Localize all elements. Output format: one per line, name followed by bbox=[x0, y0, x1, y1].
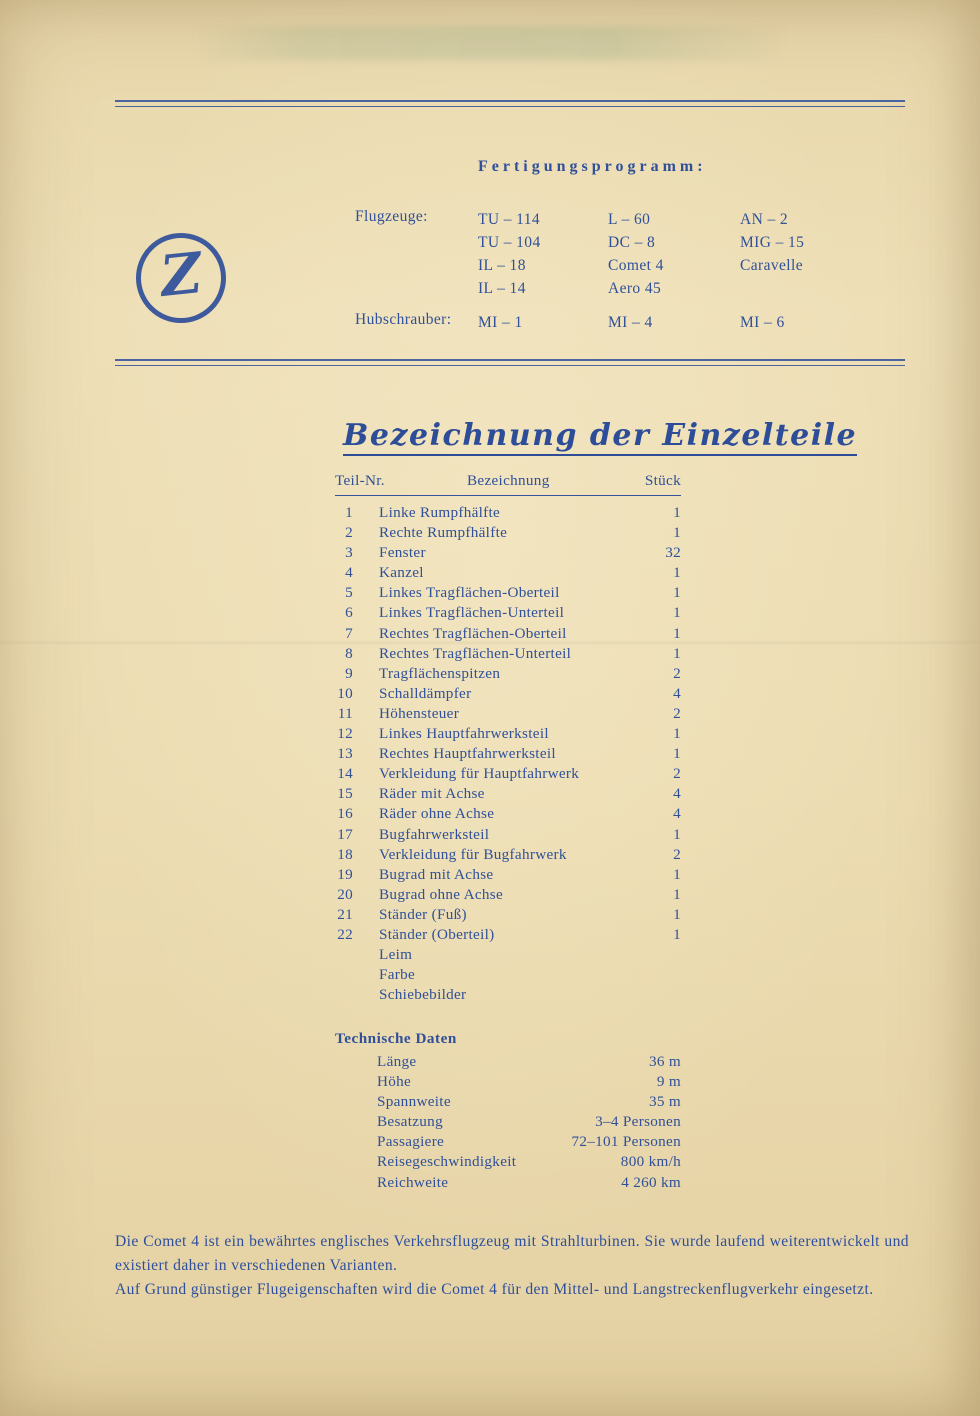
table-row bbox=[335, 885, 681, 905]
part-quantity: 2 bbox=[673, 845, 681, 863]
table-row bbox=[335, 1072, 681, 1092]
spec-value: 72–101 Personen bbox=[571, 1133, 681, 1151]
table-row bbox=[335, 724, 681, 744]
table-row bbox=[335, 845, 681, 865]
column-header-part-number: Teil-Nr. bbox=[335, 472, 385, 489]
spec-label: Passagiere bbox=[377, 1133, 445, 1151]
helicopter-model: MI – 1 bbox=[478, 314, 523, 331]
part-description: Rechtes Hauptfahrwerksteil bbox=[379, 745, 556, 763]
part-description: Ständer (Fuß) bbox=[379, 905, 467, 923]
table-row bbox=[335, 704, 681, 724]
spec-label: Besatzung bbox=[377, 1113, 443, 1131]
table-row bbox=[335, 804, 681, 824]
part-description: Leim bbox=[379, 946, 413, 964]
part-number: 19 bbox=[337, 865, 353, 883]
table-row bbox=[335, 563, 681, 583]
part-number: 12 bbox=[337, 725, 353, 743]
spec-label: Länge bbox=[377, 1053, 417, 1070]
spec-value: 36 m bbox=[649, 1053, 681, 1070]
column-header-description: Bezeichnung bbox=[467, 472, 550, 489]
part-quantity: 1 bbox=[673, 624, 681, 642]
part-description: Räder mit Achse bbox=[379, 785, 485, 803]
table-row bbox=[335, 1152, 681, 1172]
part-quantity bbox=[639, 965, 681, 985]
spec-value: 4 260 km bbox=[621, 1173, 681, 1191]
part-quantity: 4 bbox=[673, 684, 681, 702]
table-row bbox=[335, 945, 681, 965]
part-number: 8 bbox=[345, 644, 353, 662]
part-quantity: 2 bbox=[673, 664, 681, 682]
spec-value: 9 m bbox=[656, 1073, 681, 1091]
part-quantity: 1 bbox=[673, 524, 681, 542]
parts-table bbox=[335, 472, 681, 1005]
aircraft-model: L – 60 bbox=[608, 211, 651, 228]
table-row bbox=[335, 825, 681, 845]
table-row bbox=[335, 1112, 681, 1132]
logo-monogram-icon: Z bbox=[156, 240, 205, 310]
part-quantity bbox=[639, 945, 681, 965]
aircraft-row bbox=[478, 208, 890, 231]
part-quantity: 1 bbox=[673, 725, 681, 743]
part-description: Bugrad mit Achse bbox=[379, 865, 494, 883]
aircraft-model: Aero 45 bbox=[608, 280, 662, 297]
table-row bbox=[335, 523, 681, 543]
table-row bbox=[335, 503, 681, 523]
part-quantity: 1 bbox=[673, 604, 681, 622]
part-quantity: 1 bbox=[673, 564, 681, 582]
spec-label: Höhe bbox=[377, 1073, 412, 1091]
brand-logo bbox=[136, 233, 226, 323]
description-paragraph-1: Die Comet 4 ist ein bewährtes englisches Verkehrsflugzeug mit Strahlturbinen. Sie wurde laufend weiterentwickelt und existiert daher in verschiedenen Varianten. bbox=[115, 1233, 909, 1274]
spec-value: 800 km/h bbox=[620, 1153, 681, 1171]
aircraft-model: Comet 4 bbox=[608, 257, 664, 274]
part-quantity: 1 bbox=[673, 905, 681, 923]
part-quantity bbox=[639, 985, 681, 1005]
table-row bbox=[335, 583, 681, 603]
part-number: 1 bbox=[345, 504, 353, 521]
table-row bbox=[335, 664, 681, 684]
part-quantity: 1 bbox=[673, 825, 681, 843]
part-quantity: 1 bbox=[673, 644, 681, 662]
aircraft-model: MIG – 15 bbox=[740, 234, 805, 251]
part-number: 21 bbox=[337, 905, 353, 923]
part-quantity: 4 bbox=[673, 785, 681, 803]
description-paragraphs bbox=[115, 1230, 909, 1302]
table-row bbox=[335, 764, 681, 784]
part-description: Rechte Rumpfhälfte bbox=[379, 524, 508, 542]
table-row bbox=[335, 744, 681, 764]
table-row bbox=[335, 784, 681, 804]
part-number: 17 bbox=[337, 825, 353, 843]
aircraft-table bbox=[478, 208, 890, 300]
part-number: 11 bbox=[337, 704, 353, 722]
part-quantity: 1 bbox=[673, 925, 681, 943]
part-number: 18 bbox=[337, 845, 353, 863]
part-description: Schiebebilder bbox=[379, 986, 467, 1004]
part-description: Ständer (Oberteil) bbox=[379, 925, 495, 943]
part-description: Kanzel bbox=[379, 564, 424, 582]
spec-label: Reisegeschwindigkeit bbox=[377, 1153, 517, 1171]
table-row bbox=[335, 644, 681, 664]
part-description: Höhensteuer bbox=[379, 704, 460, 722]
aircraft-model: IL – 14 bbox=[478, 280, 526, 297]
part-description: Verkleidung für Bugfahrwerk bbox=[379, 845, 567, 863]
page-showthrough bbox=[190, 26, 790, 60]
part-description: Rechtes Tragflächen-Unterteil bbox=[379, 644, 572, 662]
part-number: 9 bbox=[345, 664, 353, 682]
part-description: Linke Rumpfhälfte bbox=[379, 504, 501, 521]
table-row bbox=[335, 1052, 681, 1072]
spec-label: Reichweite bbox=[377, 1173, 449, 1191]
table-row bbox=[335, 543, 681, 563]
part-number: 15 bbox=[337, 785, 353, 803]
part-number bbox=[335, 985, 353, 1005]
description-paragraph-2: Auf Grund günstiger Flugeigenschaften wird die Comet 4 für den Mittel- und Langstreckenflugverkehr eingesetzt. bbox=[115, 1281, 874, 1298]
part-number bbox=[335, 965, 353, 985]
part-number: 5 bbox=[345, 584, 353, 602]
part-number bbox=[335, 945, 353, 965]
table-row bbox=[335, 925, 681, 945]
part-description: Schalldämpfer bbox=[379, 684, 472, 702]
part-description: Tragflächenspitzen bbox=[379, 664, 501, 682]
table-row bbox=[335, 684, 681, 704]
column-header-quantity: Stück bbox=[644, 472, 681, 489]
parts-table-header bbox=[335, 472, 681, 496]
technical-data-section bbox=[335, 1030, 681, 1193]
helicopter-model: MI – 4 bbox=[608, 314, 653, 331]
aircraft-model: TU – 104 bbox=[478, 234, 541, 251]
part-quantity: 1 bbox=[673, 504, 681, 521]
part-number: 4 bbox=[345, 564, 353, 582]
top-double-rule bbox=[115, 100, 905, 107]
table-row bbox=[335, 905, 681, 925]
aircraft-label: Flugzeuge: bbox=[355, 208, 428, 225]
parts-rows bbox=[335, 503, 681, 1005]
table-row bbox=[335, 865, 681, 885]
part-number: 13 bbox=[337, 745, 353, 763]
part-number: 2 bbox=[345, 524, 353, 542]
spec-label: Spannweite bbox=[377, 1093, 451, 1111]
table-row bbox=[335, 1092, 681, 1112]
part-quantity: 2 bbox=[673, 704, 681, 722]
part-quantity: 32 bbox=[665, 544, 681, 562]
part-description: Linkes Tragflächen-Oberteil bbox=[379, 584, 560, 602]
part-number: 10 bbox=[337, 684, 353, 702]
helicopter-label: Hubschrauber: bbox=[355, 311, 452, 328]
part-description: Farbe bbox=[379, 966, 416, 984]
aircraft-row bbox=[478, 231, 890, 254]
part-number: 20 bbox=[337, 885, 353, 903]
table-row bbox=[335, 1132, 681, 1152]
aircraft-row bbox=[478, 277, 890, 300]
aircraft-model: TU – 114 bbox=[478, 211, 541, 228]
part-description: Bugrad ohne Achse bbox=[379, 885, 504, 903]
part-description: Verkleidung für Hauptfahrwerk bbox=[379, 765, 580, 783]
aircraft-model bbox=[740, 277, 890, 300]
part-description: Bugfahrwerksteil bbox=[379, 825, 490, 843]
aircraft-model: AN – 2 bbox=[740, 211, 789, 228]
part-quantity: 1 bbox=[673, 745, 681, 763]
mid-double-rule bbox=[115, 359, 905, 366]
helicopter-model: MI – 6 bbox=[740, 314, 785, 331]
aircraft-model: DC – 8 bbox=[608, 234, 656, 251]
part-quantity: 1 bbox=[673, 584, 681, 602]
aircraft-model: IL – 18 bbox=[478, 257, 526, 274]
table-row bbox=[335, 985, 681, 1005]
table-row bbox=[335, 965, 681, 985]
part-description: Linkes Hauptfahrwerksteil bbox=[379, 725, 549, 743]
part-number: 7 bbox=[345, 624, 353, 642]
helicopter-row bbox=[478, 311, 890, 334]
parts-list-heading: Bezeichnung der Einzelteile bbox=[343, 418, 857, 456]
aircraft-row bbox=[478, 254, 890, 277]
part-description: Räder ohne Achse bbox=[379, 805, 495, 823]
part-number: 16 bbox=[337, 805, 353, 823]
table-row bbox=[335, 603, 681, 623]
part-description: Rechtes Tragflächen-Oberteil bbox=[379, 624, 567, 642]
spec-value: 3–4 Personen bbox=[595, 1113, 681, 1131]
aircraft-model: Caravelle bbox=[740, 257, 803, 274]
part-number: 14 bbox=[337, 765, 353, 783]
part-quantity: 2 bbox=[673, 765, 681, 783]
part-description: Fenster bbox=[379, 544, 426, 562]
part-number: 3 bbox=[345, 544, 353, 562]
table-row bbox=[335, 624, 681, 644]
part-number: 6 bbox=[345, 604, 353, 622]
program-title: Fertigungsprogramm: bbox=[478, 158, 707, 175]
spec-value: 35 m bbox=[649, 1093, 681, 1111]
technical-data-heading: Technische Daten bbox=[335, 1030, 457, 1047]
table-row bbox=[335, 1173, 681, 1193]
part-description: Linkes Tragflächen-Unterteil bbox=[379, 604, 565, 622]
technical-data-rows bbox=[335, 1052, 681, 1193]
part-quantity: 1 bbox=[673, 865, 681, 883]
part-quantity: 1 bbox=[673, 885, 681, 903]
part-quantity: 4 bbox=[673, 805, 681, 823]
part-number: 22 bbox=[337, 925, 353, 943]
